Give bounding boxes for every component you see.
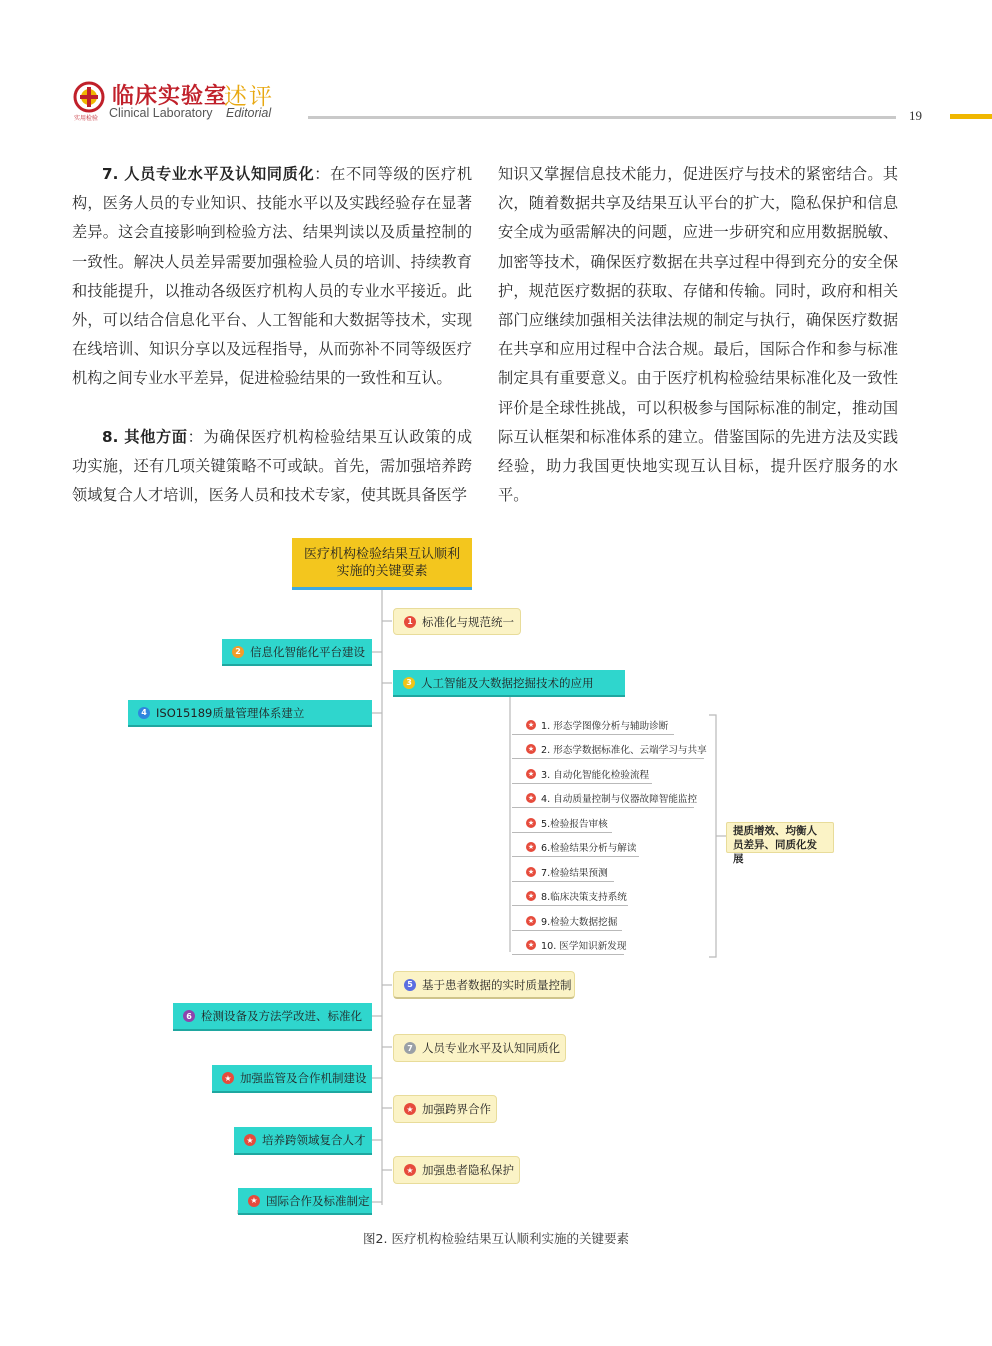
node-label: 加强跨界合作 — [422, 1102, 491, 1116]
mindmap-node-5 — [393, 971, 575, 999]
node-label: 信息化智能化平台建设 — [250, 644, 365, 659]
paragraph-8 — [72, 423, 472, 511]
sub-label: 3. 自动化智能化检验流程 — [541, 769, 650, 781]
badge-1-icon: 1 — [404, 616, 416, 628]
sub-label: 5.检验报告审核 — [541, 818, 608, 830]
page-accent-bar — [950, 114, 992, 119]
body-column-left — [72, 160, 472, 510]
sub-label: 9.检验大数据挖掘 — [541, 916, 618, 928]
mindmap-node-crossover — [393, 1095, 497, 1123]
mindmap-node-7 — [393, 1034, 566, 1062]
mindmap-sub-2 — [512, 739, 707, 759]
sub-label: 2. 形态学数据标准化、云端学习与共享 — [541, 744, 707, 756]
mindmap-node-talent — [234, 1127, 372, 1155]
paragraph-8-heading: 8. 其他方面 — [102, 427, 188, 446]
paragraph-7 — [72, 160, 472, 394]
node-label: ISO15189质量管理体系建立 — [156, 705, 305, 720]
node-label: 基于患者数据的实时质量控制 — [422, 977, 572, 992]
mindmap-sub-10 — [512, 935, 627, 955]
badge-6-icon: 6 — [183, 1010, 195, 1022]
badge-7-icon: 7 — [404, 1042, 416, 1054]
star-icon: ★ — [527, 916, 535, 925]
mindmap-sub-9 — [512, 911, 622, 931]
mindmap-node-4 — [128, 700, 372, 727]
mindmap-root: 医疗机构检验结果互认顺利实施的关键要素 — [292, 538, 472, 590]
logo-small-text: 实用检验 — [74, 115, 99, 122]
star-icon: ★ — [248, 1195, 260, 1207]
star-icon: ★ — [244, 1134, 256, 1146]
mindmap-node-regulation — [212, 1065, 372, 1093]
mindmap-sub-1 — [512, 715, 674, 735]
node-label: 人员专业水平及认知同质化 — [422, 1041, 560, 1055]
paragraph-8-text: ：为确保医疗机构检验结果互认政策的成功实施，还有几项关键策略不可或缺。首先，需加强培养跨领域复合人才培训，医务人员和技术专家，使其既具备医学 — [72, 427, 473, 505]
badge-5-icon: 5 — [404, 979, 416, 991]
sub-label: 10. 医学知识新发现 — [541, 940, 627, 952]
header-divider — [308, 116, 896, 119]
sub-label: 6.检验结果分析与解读 — [541, 842, 637, 854]
page-number: 19 — [909, 108, 922, 123]
star-icon: ★ — [527, 842, 535, 851]
star-icon: ★ — [527, 940, 535, 949]
node-label: 标准化与规范统一 — [422, 614, 514, 629]
mindmap-sub-6 — [512, 837, 639, 857]
star-icon: ★ — [527, 818, 535, 827]
mindmap-node-privacy — [393, 1156, 520, 1184]
star-icon: ★ — [527, 720, 535, 729]
figure-caption: 图2. 医疗机构检验结果互认顺利实施的关键要素 — [363, 1231, 629, 1246]
mindmap-node-6 — [173, 1003, 372, 1031]
mindmap-sub-4 — [512, 788, 698, 808]
mindmap-sub-7 — [512, 862, 614, 882]
body-column-right — [498, 160, 898, 510]
sub-label: 1. 形态学图像分析与辅助诊断 — [541, 720, 669, 732]
star-icon: ★ — [527, 891, 535, 900]
node-label: 加强患者隐私保护 — [422, 1163, 514, 1177]
sub-label: 8.临床决策支持系统 — [541, 891, 627, 903]
mindmap-node-3 — [393, 670, 625, 697]
node-label: 检测设备及方法学改进、标准化 — [201, 1009, 362, 1023]
star-icon: ★ — [527, 867, 535, 876]
node-label: 培养跨领域复合人才 — [262, 1133, 366, 1147]
journal-title-en: Clinical Laboratory — [109, 106, 213, 120]
journal-title-cn: 临床实验室 — [112, 83, 228, 109]
node-label: 人工智能及大数据挖掘技术的应用 — [421, 675, 594, 690]
star-icon: ★ — [404, 1103, 416, 1115]
paragraph-7-heading: 7. 人员专业水平及认知同质化 — [102, 165, 315, 183]
badge-4-icon: 4 — [138, 707, 150, 719]
mindmap-sub-3 — [512, 764, 652, 784]
journal-logo-icon — [72, 80, 106, 114]
mindmap-node-international — [238, 1188, 372, 1215]
star-icon: ★ — [222, 1072, 234, 1084]
mindmap-node-1 — [393, 608, 521, 635]
mindmap-node-2 — [222, 639, 372, 666]
mindmap-sub-8 — [512, 886, 628, 906]
mindmap-sub-5 — [512, 813, 612, 833]
node-label: 加强监管及合作机制建设 — [240, 1071, 367, 1085]
star-icon: ★ — [527, 793, 535, 802]
badge-2-icon: 2 — [232, 646, 244, 658]
paragraph-8-continued: 知识又掌握信息技术能力，促进医疗与技术的紧密结合。其次，随着数据共享及结果互认平台的扩大，隐私保护和信息安全成为亟需解决的问题，应进一步研究和应用数据脱敏、加密等技术，确保医疗数据在共享过程中得到充分的安全保护，规范医疗数据的获取、存储和传输。同时，政府和相关部门应继续加强相关法律法规的制定与执行，确保医疗数据在共享和应用过程中合法合规。最后，国际合作和参与标准制定具有重要意义。由于医疗机构检验结果标准化及一致性评价是全球性挑战，可以积极参与国际标准的制定，推动国际互认框架和标准体系的建立。借鉴国际的先进方法及实践经验，助力我国更快地实现互认目标，提升医疗服务的水平。 — [498, 165, 898, 505]
sub-label: 7.检验结果预测 — [541, 867, 608, 879]
star-icon: ★ — [527, 744, 535, 753]
sub-label: 4. 自动质量控制与仪器故障智能监控 — [541, 793, 698, 805]
node-label: 国际合作及标准制定 — [266, 1193, 370, 1208]
column-title-cn: 述评 — [224, 84, 274, 110]
badge-3-icon: 3 — [403, 677, 415, 689]
column-title-en: Editorial — [226, 106, 272, 120]
star-icon: ★ — [404, 1164, 416, 1176]
mindmap-summary: 提质增效、均衡人员差异、同质化发展 — [726, 822, 834, 853]
star-icon: ★ — [527, 769, 535, 778]
paragraph-7-text: ：在不同等级的医疗机构，医务人员的专业知识、技能水平以及实践经验存在显著差异。这会直接影响到检验方法、结果判读以及质量控制的一致性。解决人员差异需要加强检验人员的培训、持续教育和技能提升，以推动各级医疗机构人员的专业水平接近。此外，可以结合信息化平台、人工智能和大数据等技术，实现在线培训、知识分享以及远程指导，从而弥补不同等级医疗机构之间专业水平差异，促进检验结果的一致性和互认。 — [72, 165, 473, 388]
